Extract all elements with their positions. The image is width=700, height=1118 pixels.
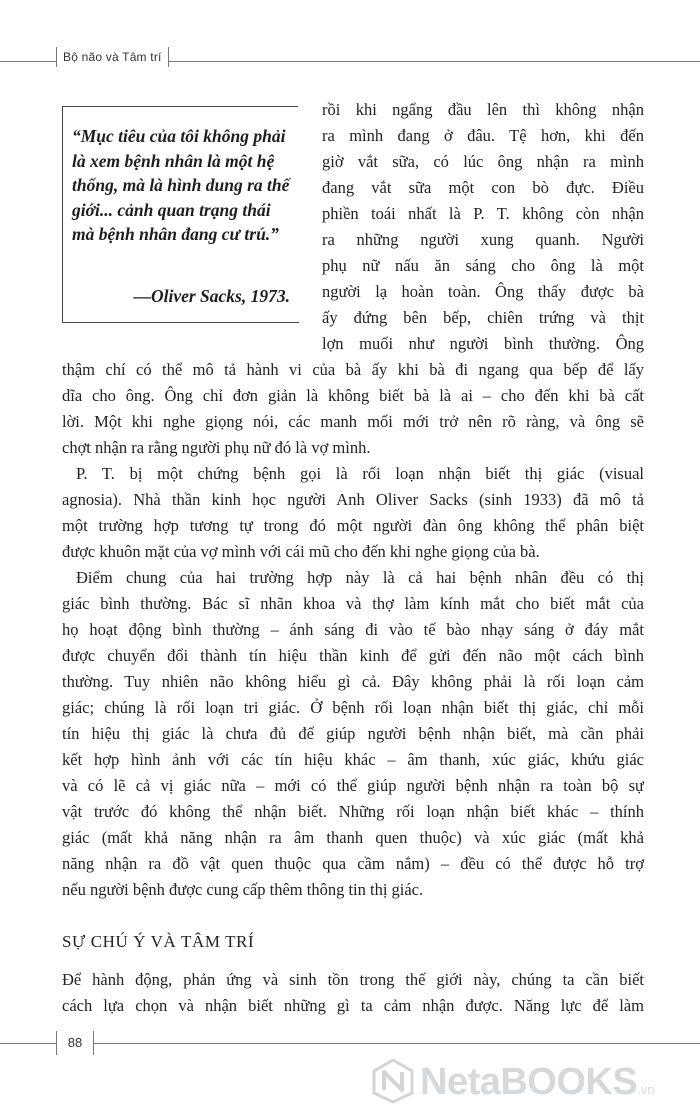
body-line: một trường hợp tương tự trong đó một người đàn ông không thể phân biệt bbox=[62, 516, 644, 535]
running-header-title: Bộ não và Tâm trí bbox=[63, 50, 162, 64]
body-line: thậm chí có thể mô tả hành vi của bà ấy khi bà đi ngang qua bếp để lấy bbox=[62, 360, 644, 379]
section-heading: SỰ CHÚ Ý VÀ TÂM TRÍ bbox=[62, 932, 255, 951]
body-line: giờ vắt sữa, có lúc ông nhận ra mình bbox=[322, 152, 644, 171]
watermark bbox=[370, 1054, 690, 1112]
body-line: được chuyển đổi thành tín hiệu thần kinh để gửi đến não một cách bình bbox=[62, 646, 644, 665]
body-line: vật trước đó không thể nhận biết. Những rối loạn nhận biết khác – thính bbox=[62, 802, 644, 821]
body-line: agnosia). Nhà thần kinh học người Anh Oliver Sacks (sinh 1933) đã mô tả bbox=[62, 490, 644, 509]
body-line: cách lựa chọn và nhận biết những gì ta cảm nhận được. Năng lực để làm bbox=[62, 996, 644, 1015]
body-line: giác bình thường. Bác sĩ nhãn khoa và thợ làm kính mắt cho biết mắt của bbox=[62, 594, 644, 613]
body-line: giác; chúng là rối loạn tri giác. Ở bệnh rối loạn nhận biết thị giác, chỉ mỗi bbox=[62, 698, 644, 717]
body-line: họ hoạt động bình thường – ánh sáng đi vào tế bào nhạy sáng ở đáy mắt bbox=[62, 620, 644, 639]
body-line: đang vắt sữa một con bò đực. Điều bbox=[322, 178, 644, 197]
running-header bbox=[56, 47, 169, 67]
body-line: lời. Một khi nghe giọng nói, các manh mối mới trở nên rõ ràng, và ông sẽ bbox=[62, 412, 644, 431]
body-line: dĩa cho ông. Ông chỉ đơn giản là không biết bà là ai – cho đến khi bà cất bbox=[62, 386, 644, 405]
body-line: năng nhận ra đồ vật quen thuộc qua cầm nắm) – đều có thể được hỗ trợ bbox=[62, 854, 644, 873]
body-line: lợn muối như người bình thường. Ông bbox=[322, 334, 644, 353]
body-line: phiền toái nhất là P. T. không còn nhận bbox=[322, 204, 644, 223]
body-line: được khuôn mặt của vợ mình với cái mũ cho đến khi nghe giọng của bà. bbox=[62, 542, 540, 561]
footer-rule bbox=[0, 1043, 700, 1044]
netabooks-logo-icon bbox=[370, 1058, 416, 1104]
body-line: người lạ hoàn toàn. Ông thấy được bà bbox=[322, 282, 644, 301]
watermark-brand: NetaBOOKS bbox=[420, 1061, 638, 1103]
body-line: Để hành động, phản ứng và sinh tồn trong thế giới này, chúng ta cần biết bbox=[62, 970, 644, 989]
body-line: ra mình đang ở đâu. Tệ hơn, khi đến bbox=[322, 126, 644, 145]
body-line: nếu người bệnh được cung cấp thêm thông tin thị giác. bbox=[62, 880, 424, 899]
body-line: ấy đứng bên bếp, chiên trứng và thịt bbox=[322, 308, 644, 327]
body-line: chợt nhận ra rằng người phụ nữ đó là vợ mình. bbox=[62, 438, 371, 457]
body-line: tín hiệu thị giác là chưa đủ để giúp người bệnh nhận biết, mà cần phải bbox=[62, 724, 644, 743]
body-line: kết hợp hình ảnh với các tín hiệu khác – âm thanh, xúc giác, khứu giác bbox=[62, 750, 644, 769]
body-line: giác (mất khả năng nhận ra âm thanh quen thuộc) và xúc giác (mất khả bbox=[62, 828, 644, 847]
body-line: và có lẽ cả vị giác nữa – mới có thể giúp người bệnh nhận ra toàn bộ sự bbox=[62, 776, 644, 795]
body-line: P. T. bị một chứng bệnh gọi là rối loạn nhận biết thị giác (visual bbox=[76, 464, 644, 483]
body-line: thường. Tuy nhiên não không hiểu gì cả. Đây không phải là rối loạn cảm bbox=[62, 672, 644, 691]
pull-quote-text: “Mục tiêu của tôi không phải là xem bệnh nhân là một hệ thống, mà là hình dung ra thế giới... cảnh quan trạng thái mà bệnh nhân đang cư trú.” bbox=[72, 126, 290, 244]
page-number-box bbox=[56, 1031, 94, 1055]
watermark-text bbox=[420, 1060, 655, 1112]
body-line: rồi khi ngẩng đầu lên thì không nhận bbox=[322, 100, 644, 119]
page-number: 88 bbox=[67, 1035, 83, 1050]
pull-quote-author: —Oliver Sacks, 1973. bbox=[133, 286, 290, 306]
body-line: ra những người xung quanh. Người bbox=[322, 230, 644, 249]
body-line: Điểm chung của hai trường hợp này là cả hai bệnh nhân đều có thị bbox=[76, 568, 644, 587]
body-line: phụ nữ nấu ăn sáng cho ông là một bbox=[322, 256, 644, 275]
watermark-suffix: .vn bbox=[637, 1082, 655, 1097]
